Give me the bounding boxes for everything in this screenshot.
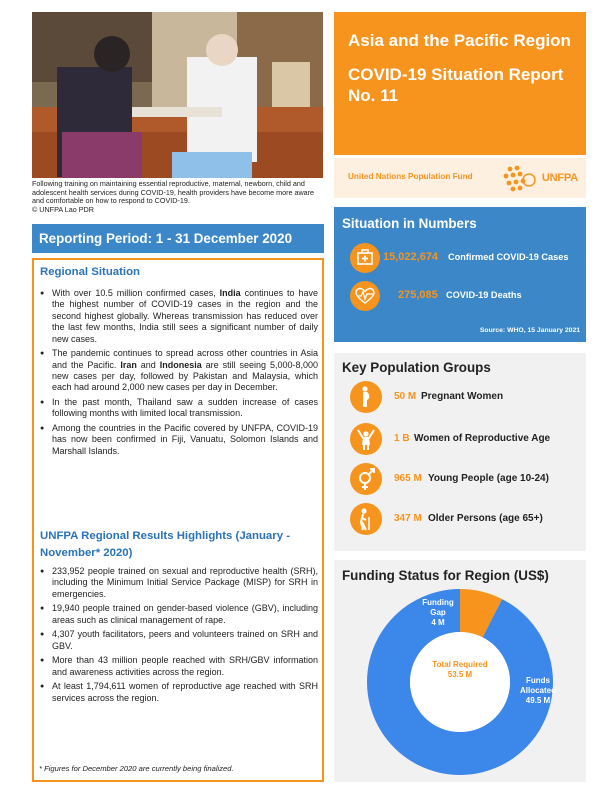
unfpa-logo [502,164,578,192]
list-item: ● In the past month, Thailand saw a sudden increase of cases following months with limited local transmission. [40,397,318,420]
gap-value: 4 M [431,618,445,627]
elderly-person-icon [350,503,382,535]
report-title: COVID-19 Situation Report No. 11 [348,65,564,105]
highlights-title: UNFPA Regional Results Highlights (January - November* 2020) [40,530,290,559]
list-item: ● 233,952 people trained on sexual and reproductive health (SRH), including the Minimum Initial Service Package (MISP) for SRH in emergencies. [40,566,318,600]
caption-text: Following training on maintaining essential reproductive, maternal, newborn, child and adolescent health services during COVID-19, health providers have become more aware and comfortable on how to respond to COVID-19. [32,179,315,206]
reporting-period: Reporting Period: 1 - 31 December 2020 [32,224,324,253]
pregnant-woman-icon [350,381,382,413]
data-source: Source: WHO, 15 January 2021 [479,327,580,334]
list-item: ● Among the countries in the Pacific covered by UNFPA, COVID-19 has now been confirmed in Fiji, Vanuatu, Solomon Islands and Marshall Islands. [40,423,318,457]
group-value: 347 M [394,513,422,524]
list-item: ● The pandemic continues to spread across other countries in Asia and the Pacific. Iran and Indonesia are still seeing 5,000-8,000 new cases per day, followed by Pakistan and Malaysia, which each had around 2,000 new cases per day in December. [40,348,318,394]
gap-label [416,598,460,628]
heartbeat-icon [350,281,380,311]
allocated-label [518,676,558,706]
stat-confirmed-cases [350,243,580,273]
group-value: 50 M [394,391,417,402]
allocated-value: 49.5 M [525,696,551,705]
stat-deaths [350,281,580,311]
key-population-groups [334,353,586,551]
group-label: Older Persons (age 65+) [428,513,543,524]
group-value: 1 B [394,433,410,444]
org-name: United Nations Population Fund [348,172,473,181]
left-content-panel [32,258,324,782]
funding-status [334,560,586,782]
title-block [334,12,586,155]
stat-label: COVID-19 Deaths [446,290,522,300]
photo-caption [32,180,324,214]
regional-situation-list [40,288,318,460]
key-population-title: Key Population Groups [342,360,491,375]
hospital-icon [350,243,380,273]
footnote: * Figures for December 2020 are currently being finalized. [39,764,234,773]
unfpa-logo-text: UNFPA [541,172,578,184]
list-item: ● More than 43 million people reached with SRH/GBV information and awareness activities across the region. [40,655,318,678]
org-strip [334,158,586,198]
regional-situation-title: Regional Situation [40,266,140,278]
unfpa-emblem-icon [502,164,536,192]
group-women-reproductive-age [350,423,582,455]
group-label: Women of Reproductive Age [414,433,551,444]
total-required-value: 53.5 M [447,670,473,679]
stat-label: Confirmed COVID-19 Cases [448,252,569,262]
gender-symbol-icon [350,463,382,495]
stat-value: 15,022,674 [383,251,439,263]
gap-name: Funding Gap [422,598,454,617]
donut-hole [410,632,510,732]
list-item: ● With over 10.5 million confirmed cases, India continues to have the highest number of COVID-19 cases in the region and the second highest globally. Whereas transmission has reduced over the last few months, India still sees a significant number of daily new cases. [40,288,318,345]
group-label: Young People (age 10-24) [428,473,549,484]
group-pregnant-women [350,381,582,413]
region-title: Asia and the Pacific Region [348,31,571,50]
group-value: 965 M [394,473,422,484]
situation-title: Situation in Numbers [342,216,477,231]
situation-in-numbers [334,207,586,342]
woman-arms-up-icon [350,423,382,455]
center-label [430,660,490,680]
group-label: Pregnant Women [421,391,504,402]
highlights-list [40,566,318,707]
list-item: ● 4,307 youth facilitators, peers and volunteers trained on SRH and GBV. [40,629,318,652]
cover-photo [32,12,323,178]
total-required-label: Total Required [432,660,488,669]
stat-value: 275,085 [398,289,438,301]
allocated-name: Funds Allocated [519,676,556,695]
photo-credit: © UNFPA Lao PDR [32,204,94,214]
chart-title: Funding Status for Region (US$) [342,568,549,583]
photo-illustration [32,12,323,178]
list-item: ● At least 1,794,611 women of reproductive age reached with SRH services across the region. [40,681,318,704]
group-older-persons [350,503,582,535]
list-item: ● 19,940 people trained on gender-based violence (GBV), including areas such as clinical management of rape. [40,603,318,626]
group-young-people [350,463,582,495]
